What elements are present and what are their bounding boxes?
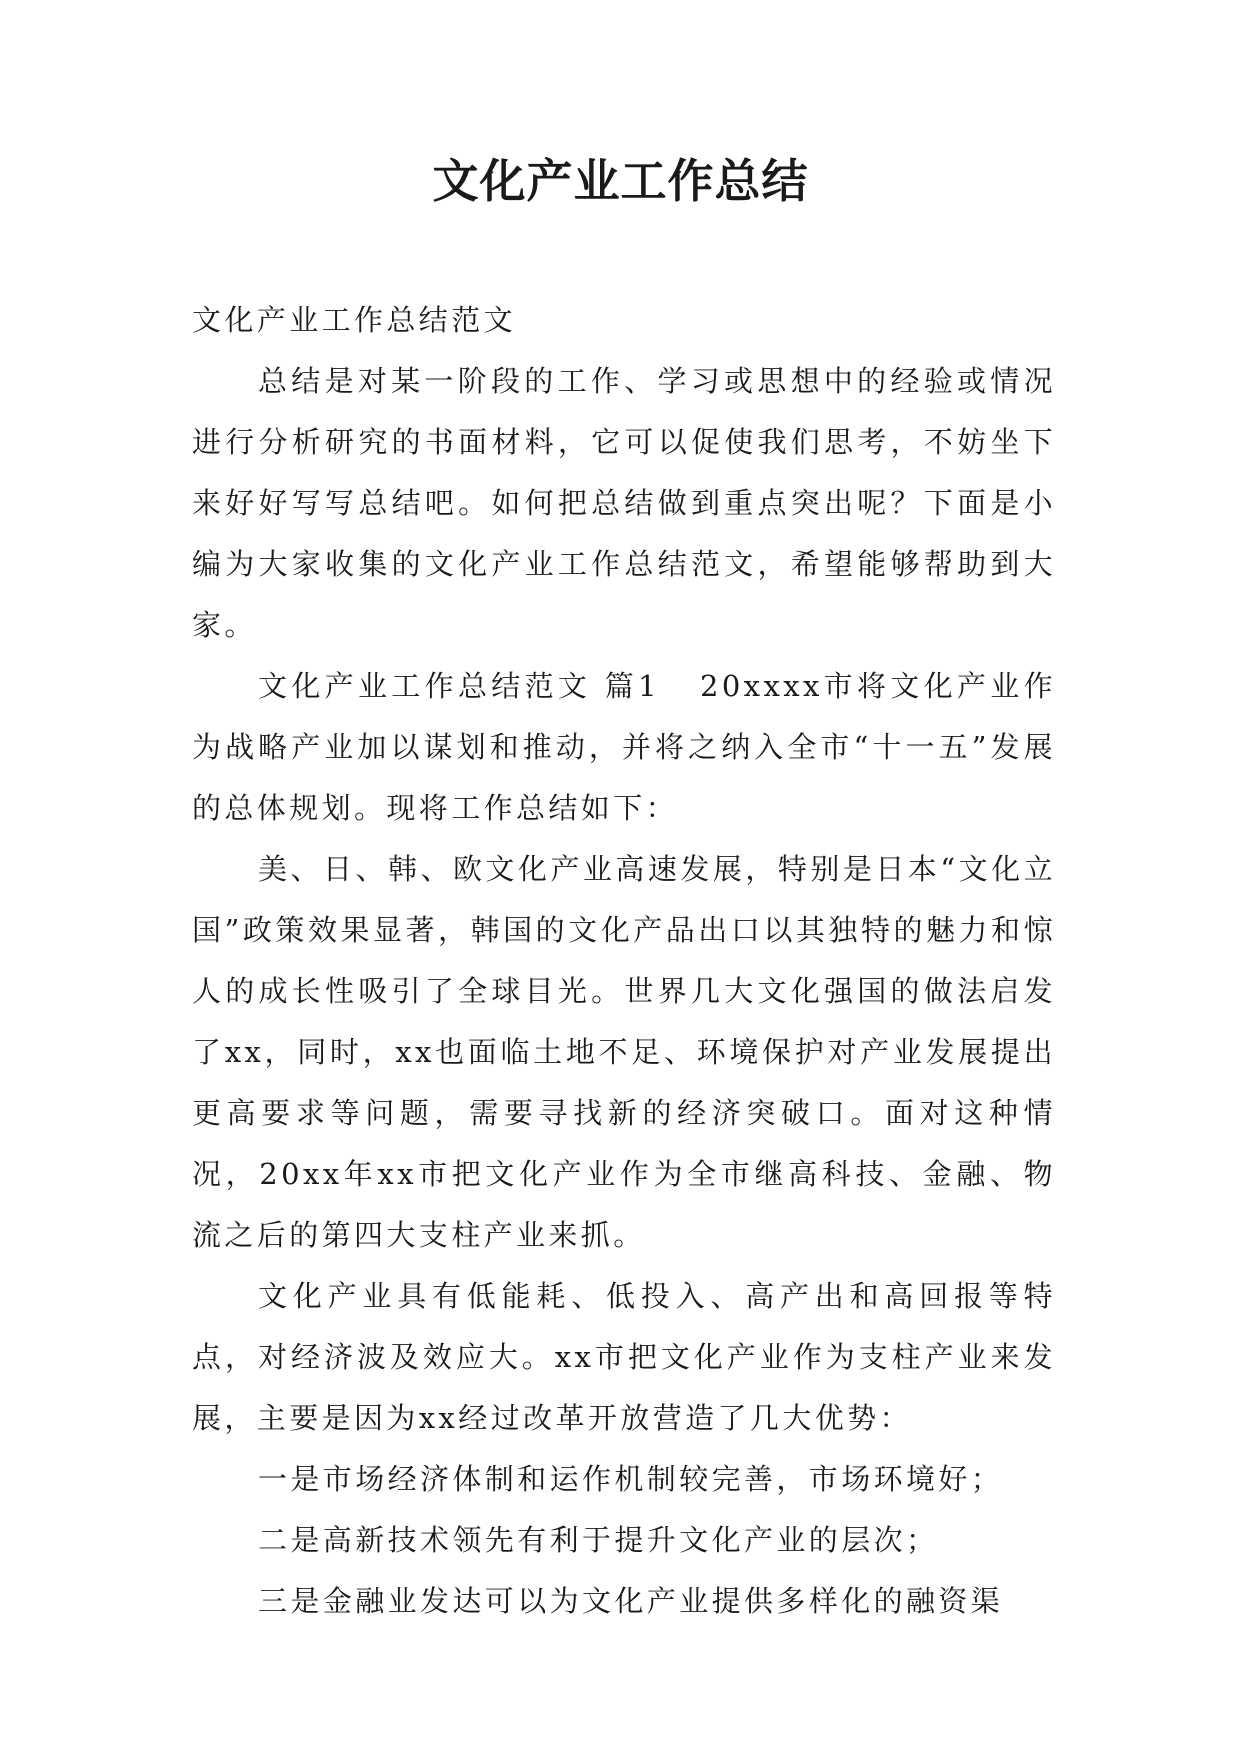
document-title: 文化产业工作总结 <box>432 154 809 208</box>
list-item: 三是金融业发达可以为文化产业提供多样化的融资渠 <box>258 1584 1004 1618</box>
document-body <box>192 290 1056 1632</box>
body-paragraph: 美、日、韩、欧文化产业高速发展，特别是日本“文化立国”政策效果显著，韩国的文化产品出口以其独特的魅力和惊人的成长性吸引了全球目光。世界几大文化强国的做法启发了xx，同时，xx也面临土地不足、环境保护对产业发展提出更高要求等问题，需要寻找新的经济突破口。面对这种情况，20xx年xx市把文化产业作为全市继高科技、金融、物流之后的第四大支柱产业来抓。 <box>192 852 1056 1252</box>
document-subtitle: 文化产业工作总结范文 <box>192 303 517 337</box>
section-heading: 文化产业工作总结范文 篇1 <box>258 669 660 703</box>
section-paragraph <box>192 656 1056 839</box>
intro-paragraph: 总结是对某一阶段的工作、学习或思想中的经验或情况进行分析研究的书面材料，它可以促使我们思考，不妨坐下来好好写写总结吧。如何把总结做到重点突出呢？下面是小编为大家收集的文化产业工作总结范文，希望能够帮助到大家。 <box>192 364 1056 642</box>
body-paragraph: 文化产业具有低能耗、低投入、高产出和高回报等特点，对经济波及效应大。xx市把文化产业作为支柱产业来发展，主要是因为xx经过改革开放营造了几大优势： <box>192 1279 1056 1435</box>
list-item: 二是高新技术领先有利于提升文化产业的层次； <box>258 1523 939 1557</box>
section-intro: 20xxxx市将文化产业作为战略产业加以谋划和推动，并将之纳入全市“十一五”发展的总体规划。现将工作总结如下： <box>192 669 1056 825</box>
list-item: 一是市场经济体制和运作机制较完善，市场环境好； <box>258 1462 1004 1496</box>
